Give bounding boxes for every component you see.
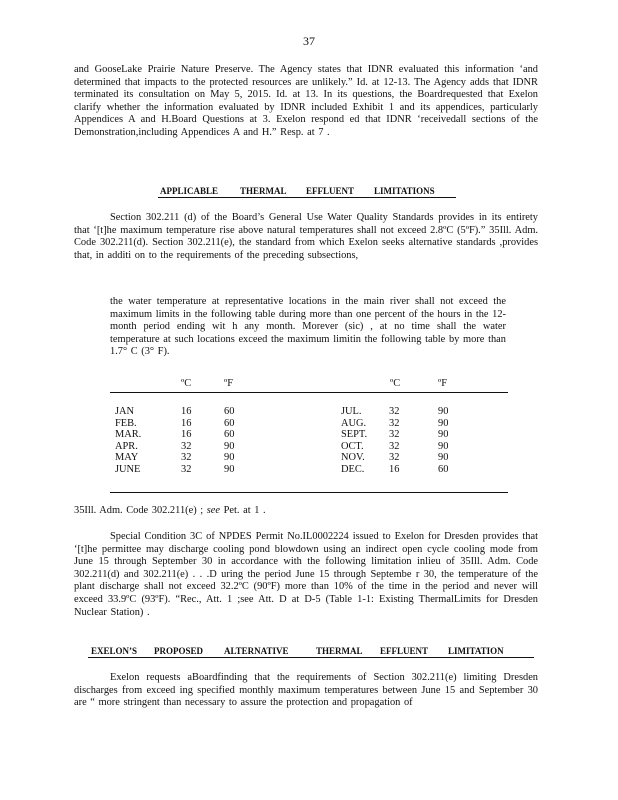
month-cell: JAN (115, 406, 135, 417)
celsius-cell: 32 (389, 417, 400, 429)
month-cell: JUL. (341, 406, 362, 417)
celsius-cell: 16 (181, 406, 192, 417)
heading-underline (88, 657, 534, 658)
page-number: 37 (303, 34, 315, 48)
heading-word: LIMITATION (448, 646, 504, 656)
celsius-cell: 16 (181, 429, 192, 441)
table-top-rule (110, 392, 508, 393)
citation-signal: see (206, 505, 221, 516)
block-quote-water-temperature: the water temperature at representative locations in the main river shall not exceed the maximum limits in the following table during more than one percent of the hours in the 12-month period ending wit h any month. Morever (sic) , at no time shall the water temperature at such locations exceed the maximum limitin the following table by more than 1.7° C (3° F). (110, 296, 506, 358)
month-cell: MAY (115, 452, 139, 464)
celsius-cell: 32 (389, 429, 400, 441)
unit-celsius-right: ºC (390, 378, 401, 389)
celsius-cell: 32 (389, 406, 400, 417)
unit-fahrenheit-left: ºF (224, 378, 234, 389)
paragraph-exelon-requests: Exelon requests aBoardfinding that the requirements of Section 302.211(e) limiting Dresden discharges from exceed ing specified monthly maximum temperatures between June 15 and September 30 are “ more stringent than necessary to assure the protection and propagation of (74, 672, 538, 709)
heading-underline (158, 197, 456, 198)
heading-word: EFFLUENT (306, 186, 355, 196)
month-cell: MAR. (115, 429, 142, 441)
heading-word: THERMAL (240, 186, 287, 196)
heading-word: THERMAL (316, 646, 363, 656)
celsius-cell: 32 (389, 452, 400, 464)
month-cell: DEC. (341, 463, 365, 475)
heading-word: EXELON’S (91, 646, 138, 656)
citation-text: Pet. at 1 . (223, 505, 266, 516)
heading-exelon-proposed-limitation (0, 646, 618, 658)
fahrenheit-cell: 60 (224, 429, 235, 441)
celsius-cell: 32 (181, 452, 192, 464)
fahrenheit-cell: 90 (438, 429, 449, 441)
citation-35-ill-adm-code (74, 505, 266, 516)
celsius-cell: 16 (181, 417, 192, 429)
heading-applicable-thermal-limitations (0, 186, 618, 198)
unit-fahrenheit-right: ºF (438, 378, 448, 389)
month-cell: OCT. (341, 440, 364, 452)
table-row (115, 406, 234, 418)
citation-text: 35Ill. Adm. Code 302.211(e) ; (74, 505, 204, 516)
celsius-cell: 32 (181, 440, 192, 452)
heading-word: PROPOSED (154, 646, 204, 656)
month-cell: JUNE (115, 463, 141, 475)
unit-celsius-left: ºC (181, 378, 192, 389)
heading-word: APPLICABLE (160, 186, 219, 196)
paragraph-idnr-evaluation: and GooseLake Prairie Nature Preserve. The Agency states that IDNR evaluated this information ‘and determined that impacts to the protected resources are unlikely.” Id. at 12-13. The Agency adds that IDNR terminated its consultation on May 5, 2015. Id. at 13. In its questions, the Boardrequested that Exelon clarify whether the information evaluated by IDNR included Exhibit 1 and its appendices, particularly Appendices A and H.Board Questions at 3. Exelon respond ed that IDNR ‘receivedall sections of the Demonstration,including Appendices A and H.” Resp. at 7 . (74, 64, 538, 138)
fahrenheit-cell: 90 (438, 440, 449, 452)
table-row (341, 441, 448, 453)
fahrenheit-cell: 60 (224, 417, 235, 429)
month-cell: NOV. (341, 452, 365, 464)
fahrenheit-cell: 90 (438, 452, 449, 464)
table-row (115, 418, 234, 430)
celsius-cell: 32 (389, 440, 400, 452)
table-row (341, 406, 448, 418)
heading-word: ALTERNATIVE (224, 646, 289, 656)
fahrenheit-cell: 60 (438, 463, 449, 475)
table-row (341, 464, 448, 476)
table-row (341, 429, 448, 441)
table-row (115, 441, 234, 453)
table-row (115, 464, 234, 476)
celsius-cell: 32 (181, 463, 192, 475)
fahrenheit-cell: 90 (224, 440, 235, 452)
fahrenheit-cell: 90 (438, 417, 449, 429)
month-cell: FEB. (115, 417, 137, 429)
month-cell: APR. (115, 440, 138, 452)
table-row (341, 452, 448, 464)
month-cell: AUG. (341, 417, 367, 429)
temperature-table-left (115, 406, 234, 476)
table-bottom-rule (110, 492, 508, 493)
month-cell: SEPT. (341, 429, 368, 441)
paragraph-section-302-211: Section 302.211 (d) of the Board’s General Use Water Quality Standards provides in its entirety that ‘[t]he maximum temperature rise above natural temperatures shall not exceed 2.8ºC (5ºF).” 35Ill. Adm. Code 302.211(d). Section 302.211(e), the standard from which Exelon seeks alternative standards ,provides that, in additi on to the requirements of the preceding subsections, (74, 212, 538, 261)
fahrenheit-cell: 90 (224, 452, 235, 464)
fahrenheit-cell: 60 (224, 406, 235, 417)
celsius-cell: 16 (389, 463, 400, 475)
table-row (115, 429, 234, 441)
table-row (115, 452, 234, 464)
table-row (341, 418, 448, 430)
fahrenheit-cell: 90 (438, 406, 449, 417)
temperature-table-right (341, 406, 448, 476)
heading-word: LIMITATIONS (374, 186, 435, 196)
heading-word: EFFLUENT (380, 646, 429, 656)
paragraph-special-condition-3c: Special Condition 3C of NPDES Permit No.IL0002224 issued to Exelon for Dresden provides that ‘[t]he permittee may discharge cooling pond blowdown using an indirect open cycle cooling mode from June 15 through September 30 in accordance with the following limitation inlieu of 35Ill. Adm. Code 302.211(d) and 302.211(e) . . .D uring the period June 15 through Septembe r 30, the temperature of the plant discharge shall not exceed 32.2ºC (90ºF) more than 10% of the time in the period and never will exceed 33.9ºC (93ºF). “Rec., Att. 1 ;see Att. D at D-5 (Table 1-1: Existing ThermalLimits for Dresden Nuclear Station) . (74, 531, 538, 618)
fahrenheit-cell: 90 (224, 463, 235, 475)
